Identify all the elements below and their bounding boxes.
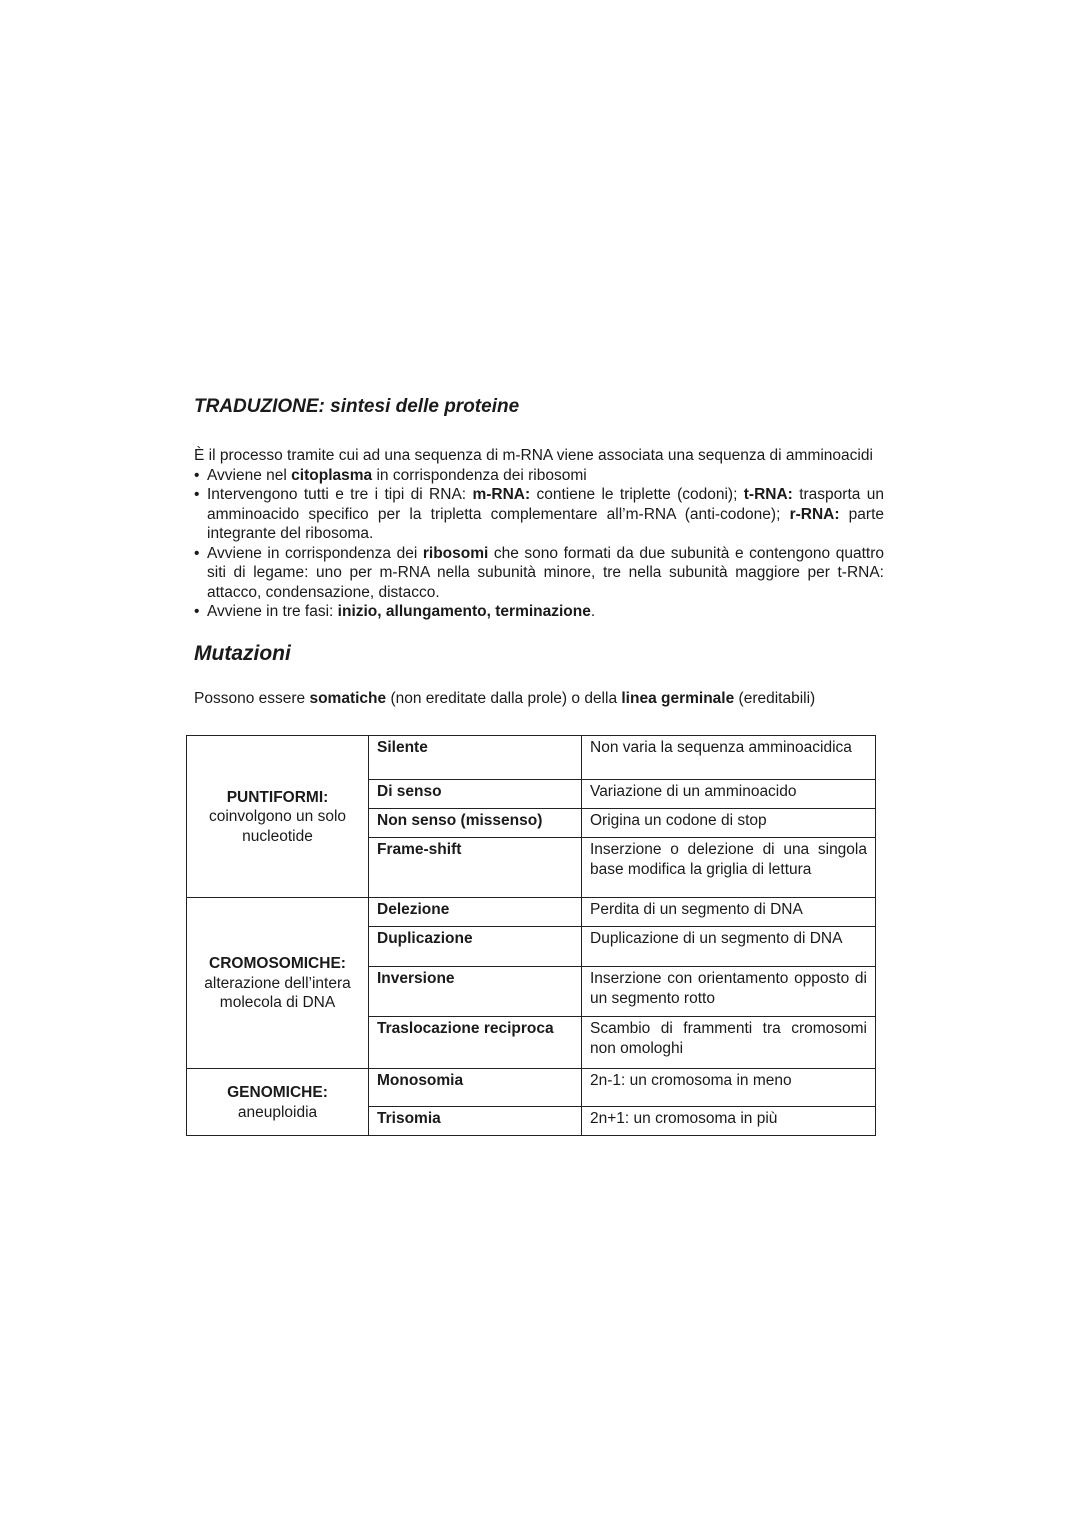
list-item: • Avviene in tre fasi: inizio, allungamento, terminazione.	[194, 602, 884, 622]
category-cell-genomiche: GENOMICHE: aneuploidia	[187, 1069, 369, 1136]
section-title-traduzione: TRADUZIONE: sintesi delle proteine	[194, 396, 520, 417]
mutation-type: Delezione	[369, 898, 582, 927]
mutation-type: Di senso	[369, 780, 582, 809]
mutation-type: Inversione	[369, 967, 582, 1017]
mutation-type: Duplicazione	[369, 927, 582, 967]
category-cell-cromosomiche: CROMOSOMICHE: alterazione dell’intera molecola di DNA	[187, 898, 369, 1069]
mutation-type: Traslocazione reciproca	[369, 1017, 582, 1069]
document-content	[194, 395, 884, 708]
mutation-desc: Origina un codone di stop	[582, 809, 876, 838]
mutation-type: Trisomia	[369, 1107, 582, 1136]
table-row	[187, 736, 876, 780]
mutation-desc: Inserzione o delezione di una singola base modifica la griglia di lettura	[582, 838, 876, 898]
mutation-type: Monosomia	[369, 1069, 582, 1107]
list-item: • Intervengono tutti e tre i tipi di RNA: m-RNA: contiene le triplette (codoni); t-RNA: trasporta un amminoacido specifico per la tripletta complementare all’m-RNA (anti-codone); r-RNA: parte integrante del ribosoma.	[194, 485, 884, 544]
mutation-desc: Scambio di frammenti tra cromosomi non omologhi	[582, 1017, 876, 1069]
list-item: • Avviene in corrispondenza dei ribosomi che sono formati da due subunità e contengono quattro siti di legame: uno per m-RNA nella subunità minore, tre nella subunità maggiore per t-RNA: attacco, condensazione, distacco.	[194, 544, 884, 603]
mutation-type: Frame-shift	[369, 838, 582, 898]
table-row	[187, 898, 876, 927]
mutazioni-intro: Possono essere somatiche (non ereditate dalla prole) o della linea germinale (ereditabili)	[194, 689, 816, 707]
section-title-mutazioni: Mutazioni	[194, 641, 291, 665]
mutation-desc: Perdita di un segmento di DNA	[582, 898, 876, 927]
traduzione-intro: È il processo tramite cui ad una sequenza di m-RNA viene associata una sequenza di amminoacidi	[194, 447, 873, 464]
mutations-table	[186, 735, 876, 1136]
mutation-type: Silente	[369, 736, 582, 780]
traduzione-bullet-list	[194, 466, 884, 622]
mutation-desc: Non varia la sequenza amminoacidica	[582, 736, 876, 780]
mutation-desc: 2n-1: un cromosoma in meno	[582, 1069, 876, 1107]
table-row	[187, 1069, 876, 1107]
mutation-desc: 2n+1: un cromosoma in più	[582, 1107, 876, 1136]
mutation-type: Non senso (missenso)	[369, 809, 582, 838]
mutation-desc: Duplicazione di un segmento di DNA	[582, 927, 876, 967]
category-cell-puntiformi: PUNTIFORMI: coinvolgono un solo nucleotide	[187, 736, 369, 898]
mutation-desc: Variazione di un amminoacido	[582, 780, 876, 809]
mutation-desc: Inserzione con orientamento opposto di un segmento rotto	[582, 967, 876, 1017]
list-item: • Avviene nel citoplasma in corrispondenza dei ribosomi	[194, 466, 884, 486]
